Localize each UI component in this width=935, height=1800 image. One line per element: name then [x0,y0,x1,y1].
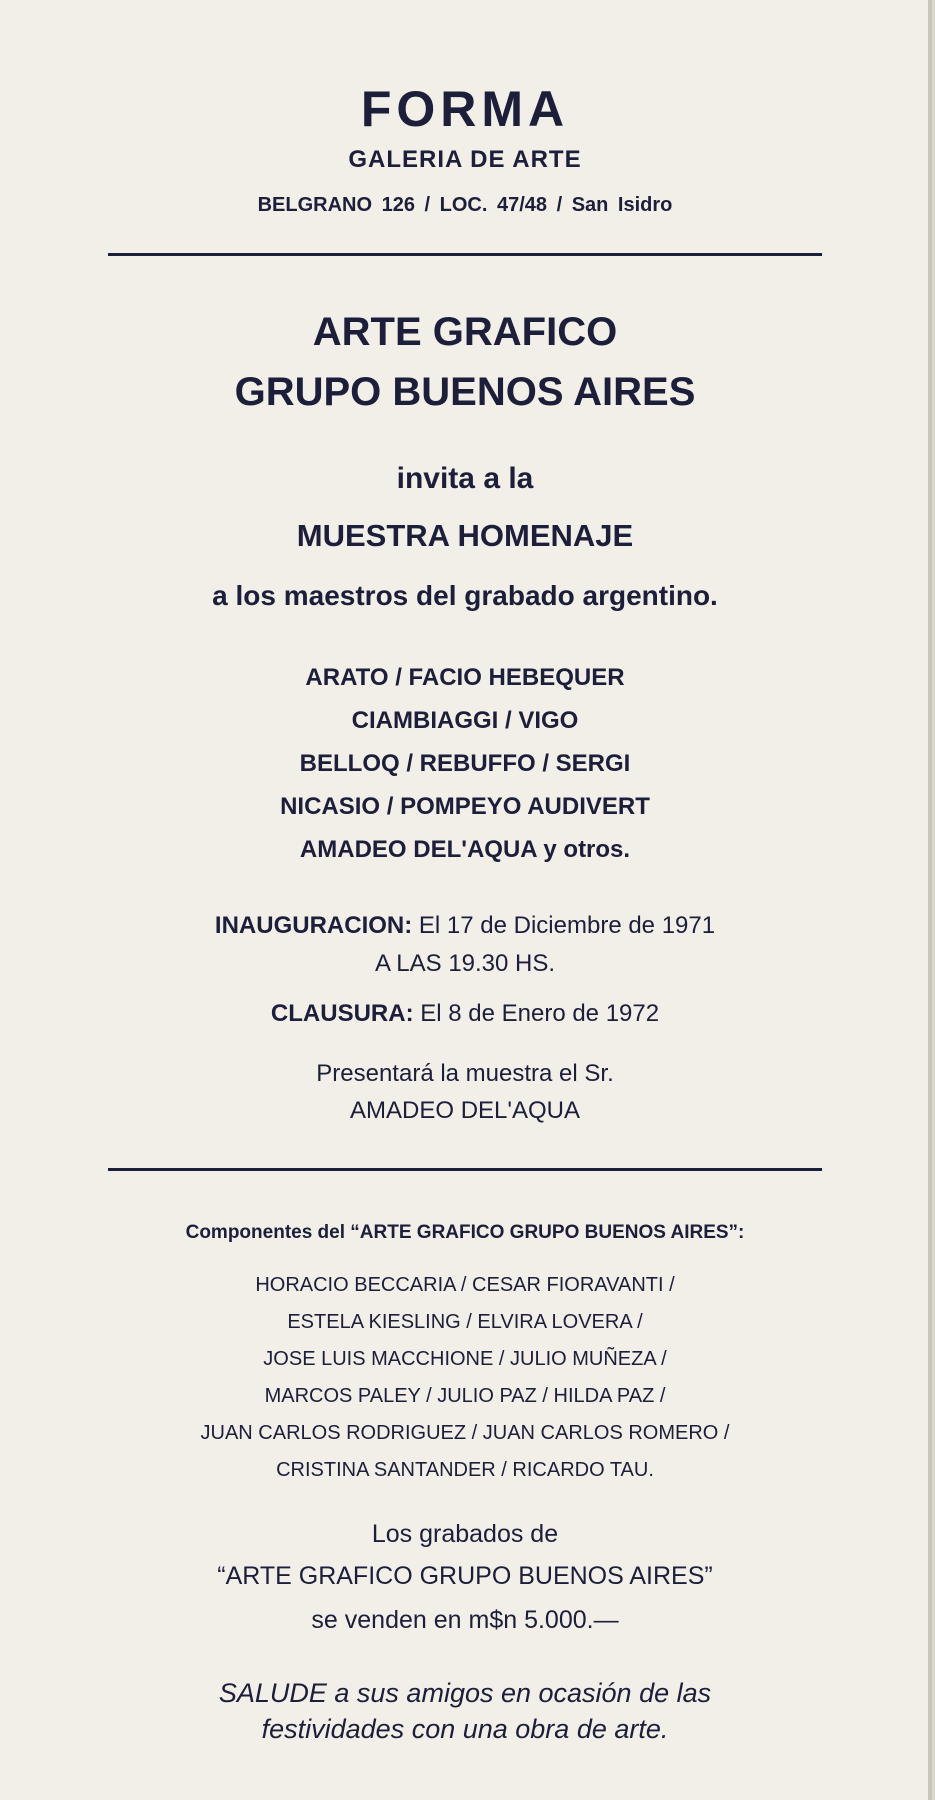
members-list [0,1270,930,1492]
members-heading: Componentes del “ARTE GRAFICO GRUPO BUENOS AIRES”: [185,1222,745,1243]
show-name: MUESTRA HOMENAJE [296,518,634,553]
closing-label: CLAUSURA: [270,1000,414,1027]
artist-line: BELLOQ / REBUFFO / SERGI [299,750,631,777]
sale-line-1: Los grabados de [371,1520,559,1548]
artist-line: CIAMBIAGGI / VIGO [351,707,579,734]
artist-line: NICASIO / POMPEYO AUDIVERT [280,793,650,820]
artist-list [0,660,930,875]
invite-text: invita a la [396,462,534,495]
gallery-subtitle: GALERIA DE ARTE [348,146,582,173]
bottom-divider [108,1168,822,1171]
greeting-line-2: festividades con una obra de arte. [261,1714,669,1744]
greeting-line-1: SALUDE a sus amigos en ocasión de las [218,1678,712,1708]
presenter-name: AMADEO DEL'AQUA [350,1097,580,1124]
artist-line: AMADEO DEL'AQUA y otros. [299,836,631,863]
dedication: a los maestros del grabado argentino. [212,580,718,611]
sale-price: se venden en m$n 5.000.— [311,1606,619,1634]
gallery-address: BELGRANO 126 / LOC. 47/48 / San Isidro [257,194,673,216]
artist-line: ARATO / FACIO HEBEQUER [305,664,625,691]
group-title-line2: GRUPO BUENOS AIRES [234,370,696,414]
closing-line [0,1000,930,1028]
member-line: JOSE LUIS MACCHIONE / JULIO MUÑEZA / [263,1348,667,1370]
opening-time: A LAS 19.30 HS. [374,950,556,977]
opening-label: INAUGURACION: [214,912,413,939]
opening-line [0,912,930,940]
opening-date: El 17 de Diciembre de 1971 [418,912,716,939]
closing-date: El 8 de Enero de 1972 [420,1000,660,1027]
presenter-line: Presentará la muestra el Sr. [316,1060,614,1087]
member-line: JUAN CARLOS RODRIGUEZ / JUAN CARLOS ROMERO / [200,1422,730,1444]
member-line: ESTELA KIESLING / ELVIRA LOVERA / [287,1311,643,1333]
member-line: MARCOS PALEY / JULIO PAZ / HILDA PAZ / [264,1385,666,1407]
gallery-name: FORMA [360,81,570,137]
top-divider [108,253,822,256]
member-line: HORACIO BECCARIA / CESAR FIORAVANTI / [255,1274,675,1296]
member-line: CRISTINA SANTANDER / RICARDO TAU. [276,1459,654,1481]
sale-line-2: “ARTE GRAFICO GRUPO BUENOS AIRES” [217,1562,713,1590]
group-title-line1: ARTE GRAFICO [312,310,618,354]
